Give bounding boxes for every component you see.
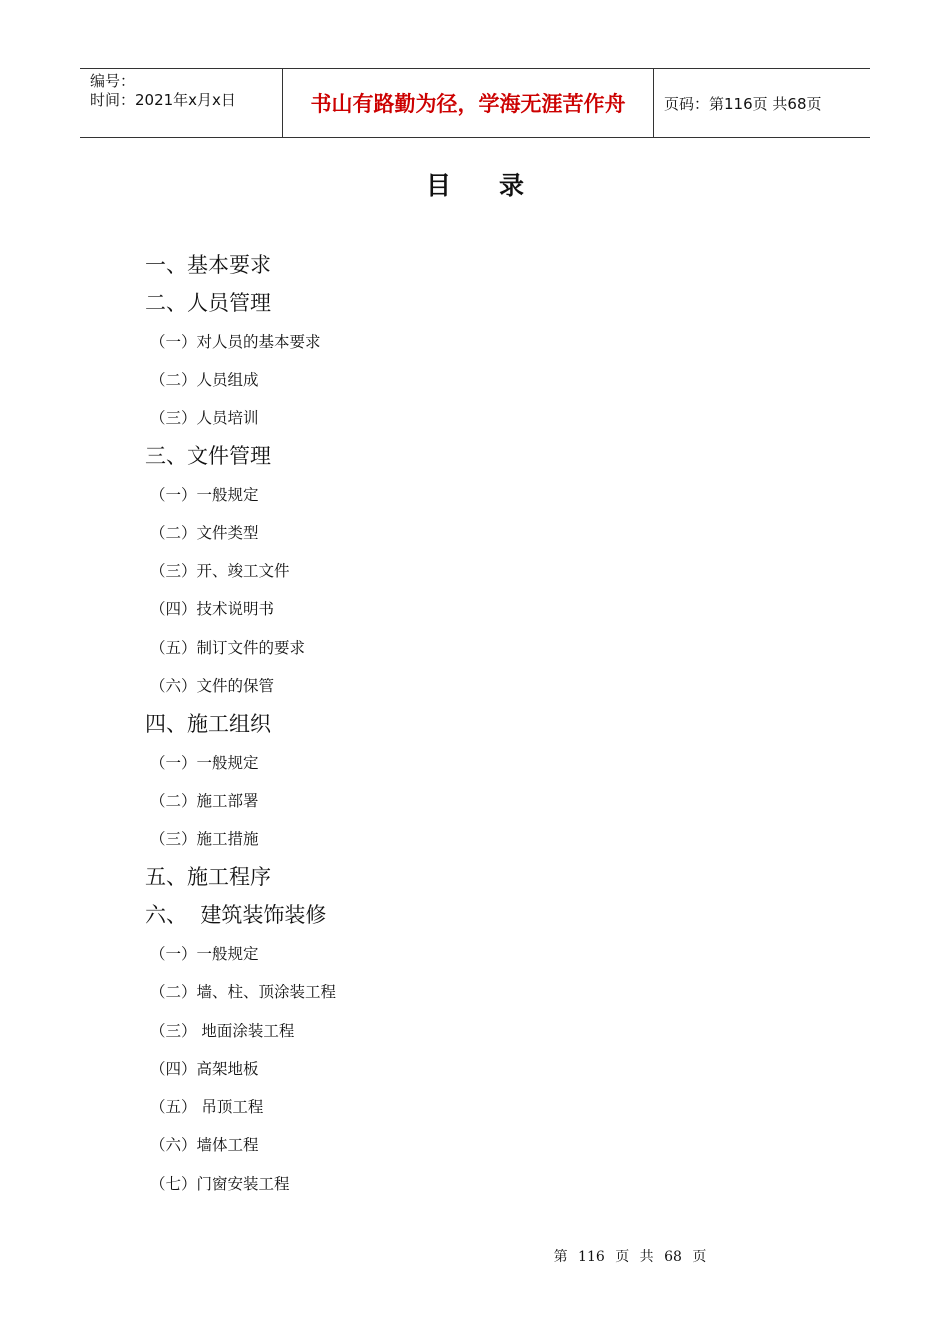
toc-subsection-item: （五） 吊顶工程 xyxy=(150,1098,264,1116)
toc-subsection-item: （二）文件类型 xyxy=(150,524,259,542)
toc-subsection-item: （一）一般规定 xyxy=(150,945,259,963)
toc-section-heading: 三、文件管理 xyxy=(145,444,271,468)
toc-subsection-item: （一）一般规定 xyxy=(150,486,259,504)
header-page-cell xyxy=(654,69,870,137)
toc-subsection-item: （三） 地面涂装工程 xyxy=(150,1022,295,1040)
toc-subsection-item: （四）高架地板 xyxy=(150,1060,259,1078)
toc-subsection-item: （三）人员培训 xyxy=(150,409,259,427)
toc-subsection-item: （一）对人员的基本要求 xyxy=(150,333,321,351)
time-label: 时间：2021年x月x日 xyxy=(90,91,236,109)
page-title: 目录 xyxy=(425,171,572,200)
toc-section-heading: 四、施工组织 xyxy=(145,712,271,736)
toc-section-heading: 六、 建筑装饰装修 xyxy=(145,903,327,927)
toc-subsection-item: （二）人员组成 xyxy=(150,371,259,389)
toc-subsection-item: （二）墙、柱、顶涂装工程 xyxy=(150,983,337,1001)
toc-subsection-item: （四）技术说明书 xyxy=(150,600,275,618)
toc-section-heading: 五、施工程序 xyxy=(145,865,271,889)
toc-subsection-item: （七）门窗安装工程 xyxy=(150,1175,290,1193)
toc-subsection-item: （六）文件的保管 xyxy=(150,677,275,695)
toc-subsection-item: （三）施工措施 xyxy=(150,830,259,848)
toc-section-heading: 二、人员管理 xyxy=(145,291,271,315)
toc-subsection-item: （六）墙体工程 xyxy=(150,1136,259,1154)
page-footer: 第 116 页 共 68 页 xyxy=(553,1249,707,1265)
header-motto-cell xyxy=(282,69,654,137)
motto-text: 书山有路勤为径，学海无涯苦作舟 xyxy=(310,92,626,116)
toc-subsection-item: （二）施工部署 xyxy=(150,792,259,810)
header-left-cell xyxy=(80,69,282,137)
toc-subsection-item: （一）一般规定 xyxy=(150,754,259,772)
toc-subsection-item: （三）开、竣工文件 xyxy=(150,562,290,580)
toc-section-heading: 一、基本要求 xyxy=(145,253,271,277)
toc-subsection-item: （五）制订文件的要求 xyxy=(150,639,306,657)
page-info: 页码：第116页 共68页 xyxy=(664,94,822,113)
number-label: 编号： xyxy=(90,72,136,90)
page-header xyxy=(80,68,870,138)
